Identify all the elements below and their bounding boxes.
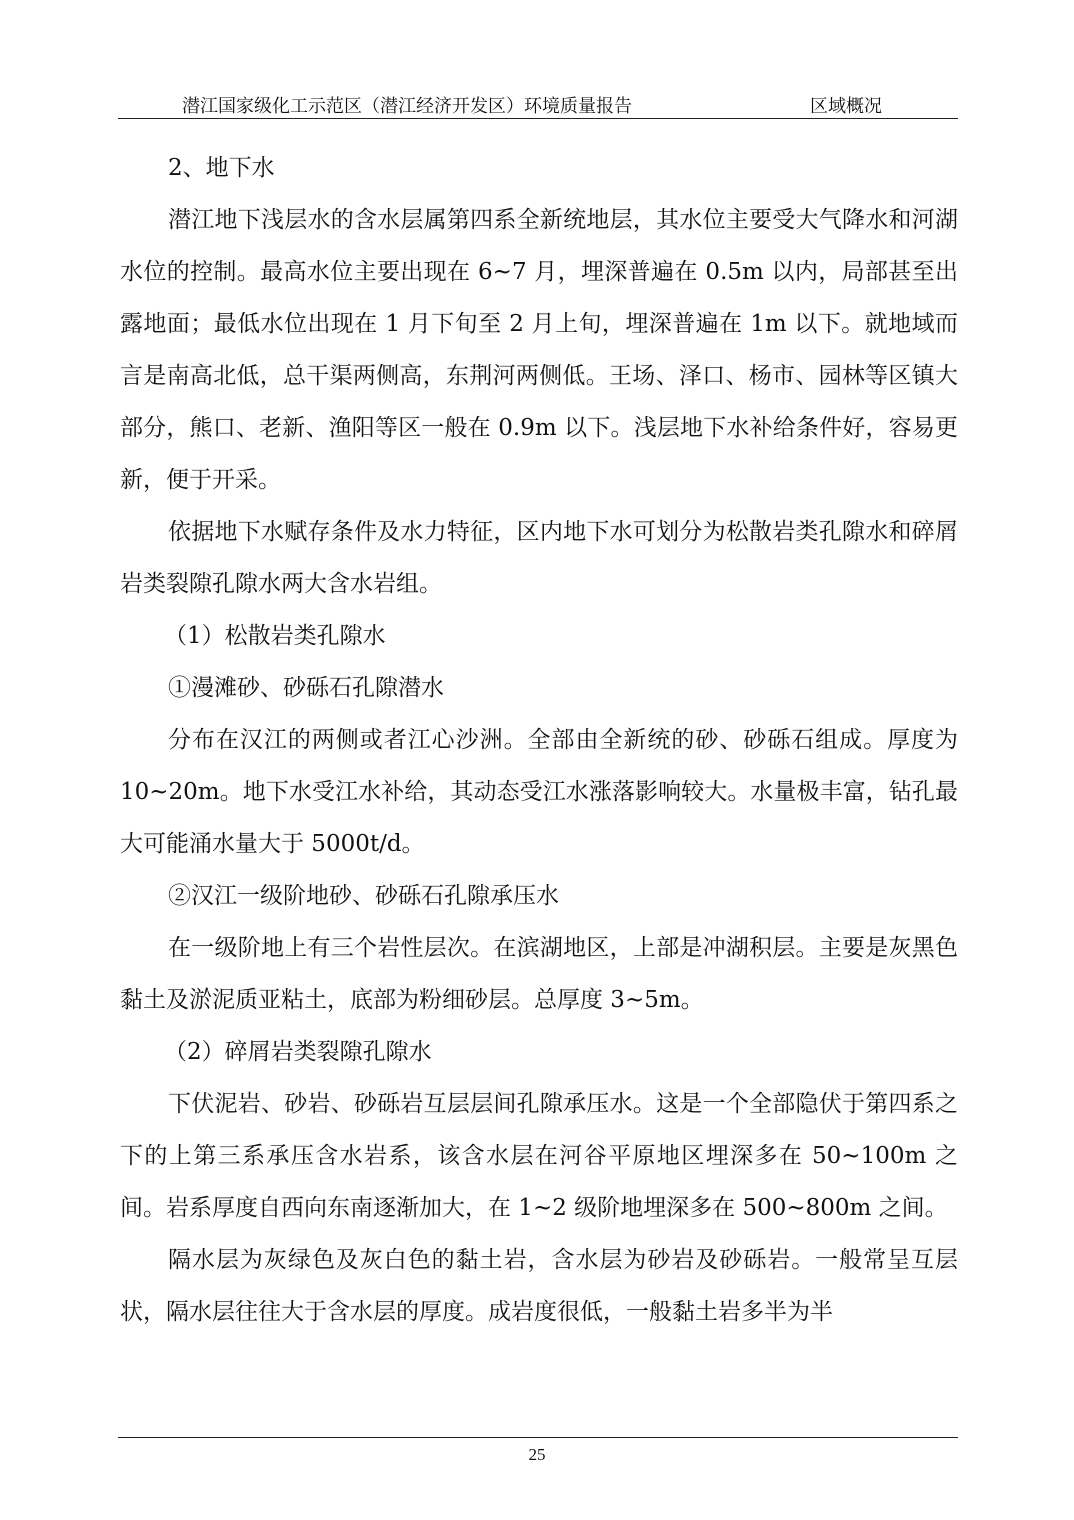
document-body (120, 142, 958, 1338)
subheading-loose-rock-pore-water: （1）松散岩类孔隙水 (164, 623, 386, 649)
report-title: 潜江国家级化工示范区（潜江经济开发区）环境质量报告 (182, 96, 632, 117)
paragraph-confined-aquifer-system: 下伏泥岩、砂岩、砂砾岩互层层间孔隙承压水。这是一个全部隐伏于第四系之下的上第三系承压含水岩系，该含水层在河谷平原地区埋深多在 50~100m 之间。岩系厚度自西向东南逐渐加大，在 1~2 级阶地埋深多在 500~800m 之间。 (120, 1091, 958, 1221)
item-floodplain-sand-phreatic-water: ①漫滩砂、砂砾石孔隙潜水 (168, 675, 444, 701)
paragraph-aquifer-classification: 依据地下水赋存条件及水力特征，区内地下水可划分为松散岩类孔隙水和碎屑岩类裂隙孔隙水两大含水岩组。 (120, 519, 958, 597)
footer-rule (118, 1437, 958, 1438)
header-rule (118, 118, 958, 119)
paragraph-hanjiang-distribution: 分布在汉江的两侧或者江心沙洲。全部由全新统的砂、砂砾石组成。厚度为 10~20m。地下水受江水补给，其动态受江水涨落影响较大。水量极丰富，钻孔最大可能涌水量大于 5000t/d。 (120, 727, 958, 857)
section-name: 区域概况 (810, 96, 882, 117)
section-heading-groundwater: 2、地下水 (168, 155, 275, 181)
paragraph-shallow-groundwater: 潜江地下浅层水的含水层属第四系全新统地层，其水位主要受大气降水和河湖水位的控制。最高水位主要出现在 6~7 月，埋深普遍在 0.5m 以内，局部甚至出露地面；最低水位出现在 1 月下旬至 2 月上旬，埋深普遍在 1m 以下。就地域而言是南高北低，总干渠两侧高，东荆河两侧低。王场、泽口、杨市、园林等区镇大部分，熊口、老新、渔阳等区一般在 0.9m 以下。浅层地下水补给条件好，容易更新，便于开采。 (120, 207, 958, 493)
subheading-clastic-fissure-pore-water: （2）碎屑岩类裂隙孔隙水 (164, 1039, 432, 1065)
page-header (118, 90, 958, 118)
page-number: 25 (528, 1445, 546, 1464)
item-terrace-confined-water: ②汉江一级阶地砂、砂砾石孔隙承压水 (168, 883, 559, 909)
paragraph-aquitard-description: 隔水层为灰绿色及灰白色的黏土岩，含水层为砂岩及砂砾岩。一般常呈互层状，隔水层往往大于含水层的厚度。成岩度很低，一般黏土岩多半为半 (120, 1247, 958, 1325)
paragraph-terrace-lithology: 在一级阶地上有三个岩性层次。在滨湖地区，上部是冲湖积层。主要是灰黑色黏土及淤泥质亚粘土，底部为粉细砂层。总厚度 3~5m。 (120, 935, 958, 1013)
